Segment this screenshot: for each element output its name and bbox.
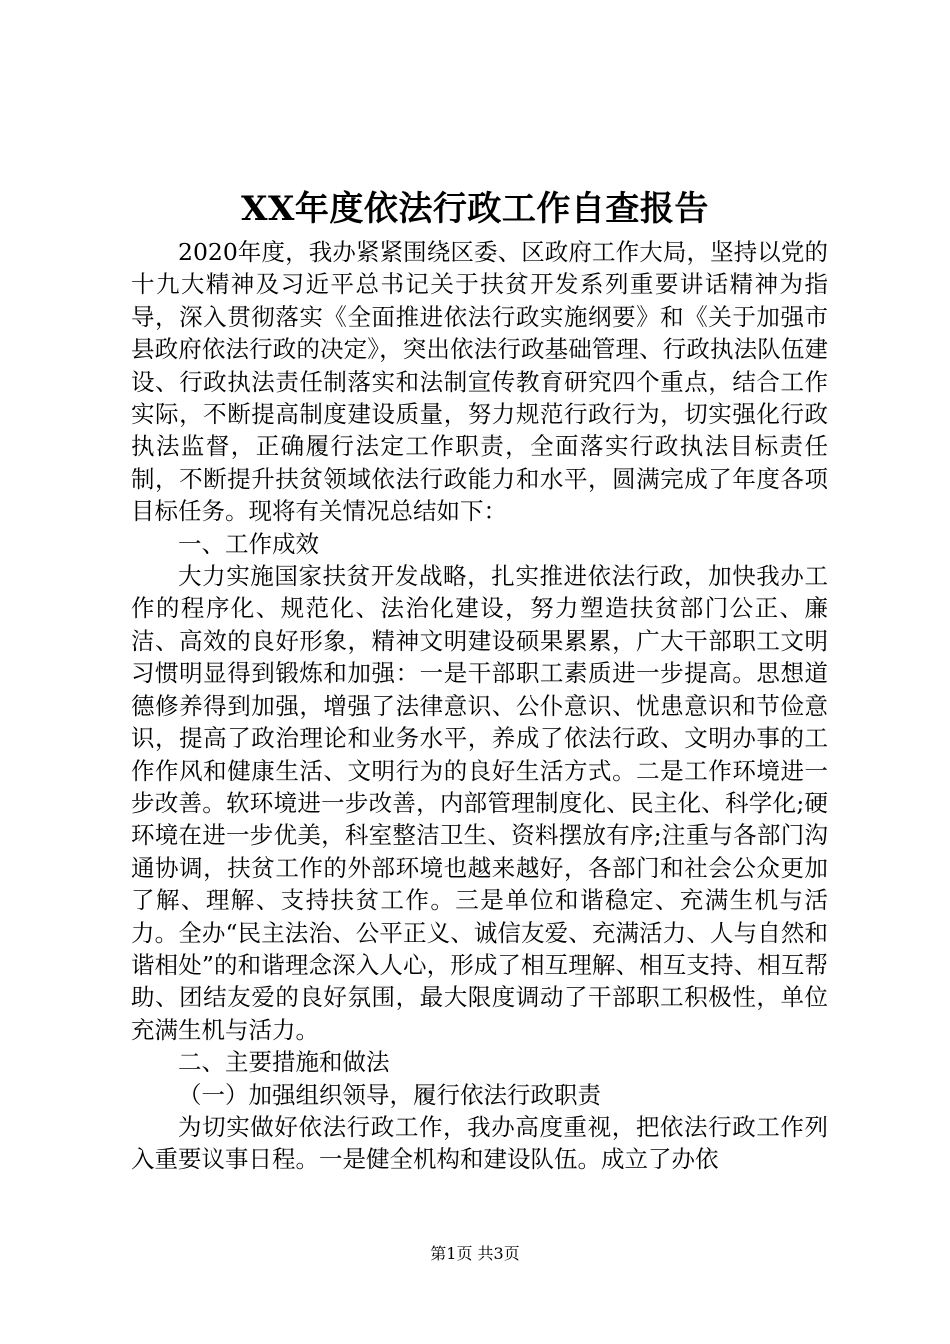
page-footer: 第1页 共3页 — [430, 1244, 520, 1263]
leadership-paragraph: 为切实做好依法行政工作，我办高度重视，把依法行政工作列入重要议事日程。一是健全机构和建设队伍。成立了办依 — [131, 1112, 828, 1174]
document-body — [131, 236, 828, 1176]
section-heading-measures: 二、主要措施和做法 — [178, 1048, 390, 1077]
subsection-heading-leadership: （一）加强组织领导，履行依法行政职责 — [178, 1080, 601, 1109]
section-heading-results: 一、工作成效 — [178, 529, 319, 558]
document-title: XX年度依法行政工作自查报告 — [241, 189, 709, 229]
intro-paragraph: 2020年度，我办紧紧围绕区委、区政府工作大局，坚持以党的十九大精神及习近平总书记关于扶贫开发系列重要讲话精神为指导，深入贯彻落实《全面推进依法行政实施纲要》和《关于加强市县政府依法行政的决定》，突出依法行政基础管理、行政执法队伍建设、行政执法责任制落实和法制宣传教育研究四个重点，结合工作实际，不断提高制度建设质量，努力规范行政行为，切实强化行政执法监督，正确履行法定工作职责，全面落实行政执法目标责任制，不断提升扶贫领域依法行政能力和水平，圆满完成了年度各项目标任务。现将有关情况总结如下： — [131, 238, 828, 526]
results-paragraph: 大力实施国家扶贫开发战略，扎实推进依法行政，加快我办工作的程序化、规范化、法治化建设，努力塑造扶贫部门公正、廉洁、高效的良好形象，精神文明建设硕果累累，广大干部职工文明习惯明显得到锻炼和加强：一是干部职工素质进一步提高。思想道德修养得到加强，增强了法律意识、公仆意识、忧患意识和节俭意识，提高了政治理论和业务水平，养成了依法行政、文明办事的工作作风和健康生活、文明行为的良好生活方式。二是工作环境进一步改善。软环境进一步改善，内部管理制度化、民主化、科学化;硬环境在进一步优美，科室整洁卫生、资料摆放有序;注重与各部门沟通协调，扶贫工作的外部环境也越来越好，各部门和社会公众更加了解、理解、支持扶贫工作。三是单位和谐稳定、充满生机与活力。全办“民主法治、公平正义、诚信友爱、充满活力、人与自然和谐相处”的和谐理念深入人心，形成了相互理解、相互支持、相互帮助、团结友爱的良好氛围，最大限度调动了干部职工积极性，单位充满生机与活力。 — [131, 562, 828, 1044]
